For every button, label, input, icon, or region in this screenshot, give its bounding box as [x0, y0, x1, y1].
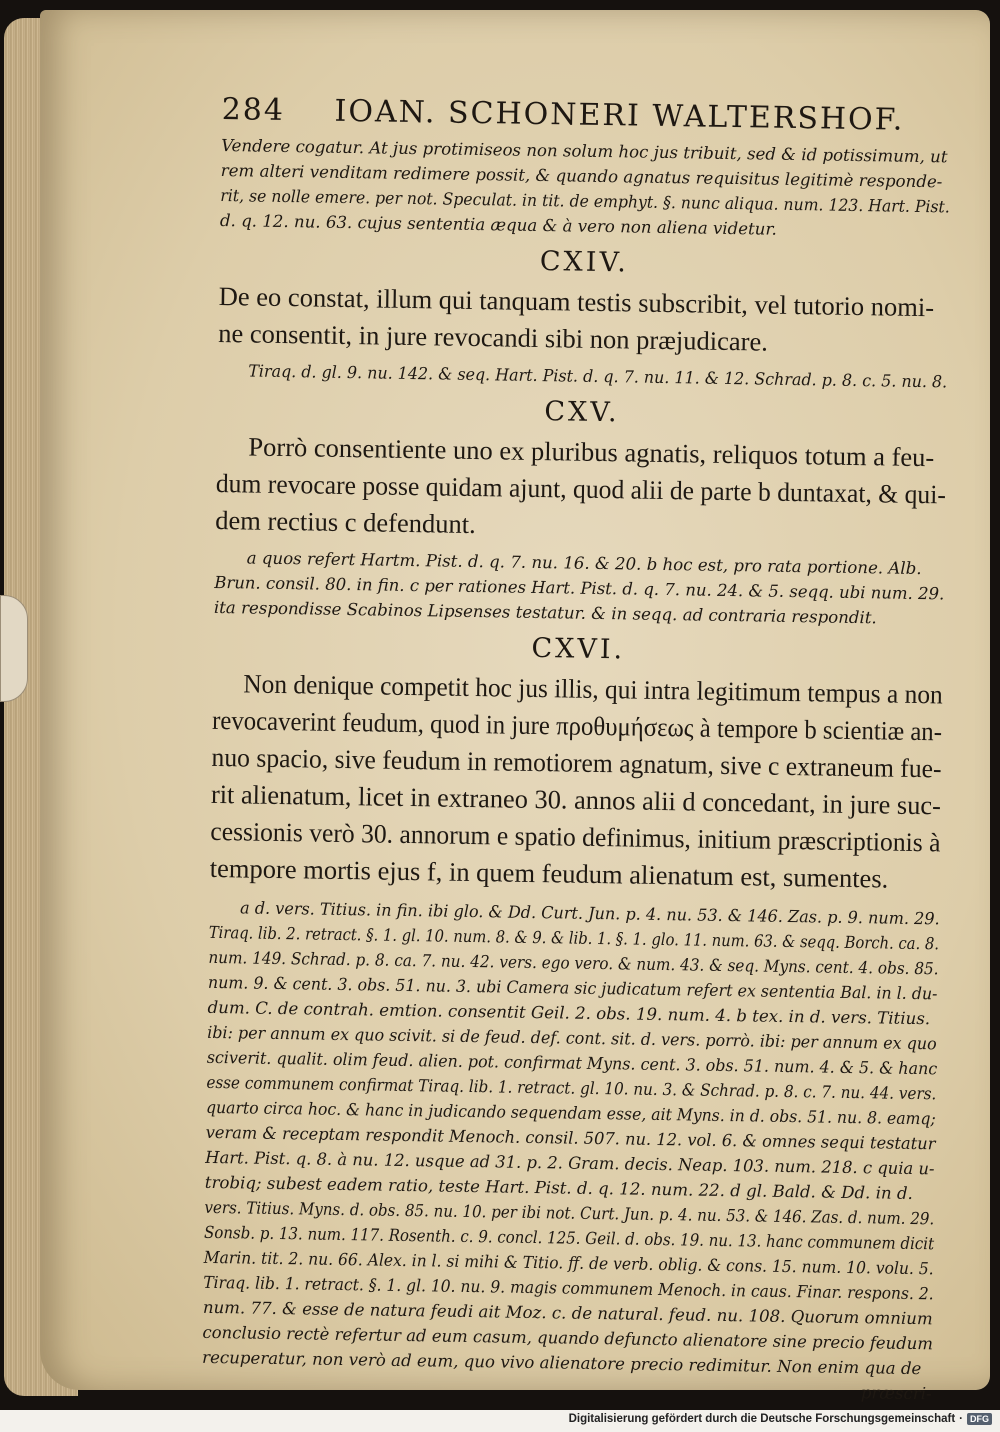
- note-line: Tiraq. d. gl. 9. nu. 142. & seq. Hart. Pist. d. q. 7. nu. 11. & 12. Schrad. p. 8. c. 5. nu. 8.: [248, 361, 948, 392]
- note-line: Tiraq. lib. 2. retract. §. 1. gl. 10. num. 8. & 9. & lib. 1. §. 1. glo. 11. num. 63. & seqq. Borch. ca. 8.: [208, 922, 940, 954]
- note-line: Brun. consil. 80. in fin. c per rationes Hart. Pist. d. q. 7. nu. 24. & 5. seqq. ubi num. 29.: [214, 572, 945, 604]
- note-line: Hart. Pist. q. 8. à nu. 12. usque ad 31. p. 2. Gram. decis. Neap. 103. num. 218. c quia u-: [205, 1147, 935, 1179]
- note-line: veram & receptam respondit Menoch. consil. 507. nu. 12. vol. 6. & omnes sequi testatur: [205, 1122, 936, 1154]
- note-line: esse communem confirmat Tiraq. lib. 1. retract. gl. 10. nu. 3. & Schrad. p. 8. c. 7. nu. 44. vers.: [206, 1072, 937, 1104]
- separator-dot: ·: [959, 1413, 963, 1425]
- note-line: Vendere cogatur. At jus protimiseos non solum hoc jus tribuit, sed & id potissimum, ut: [221, 135, 948, 167]
- body-line: Porrò consentiente uno ex pluribus agnatis, reliquos totum a feu-: [248, 431, 935, 473]
- body-line: dum revocare posse quidam ajunt, quod alii de parte b duntaxat, & qui-: [215, 467, 947, 510]
- note-line: num. 149. Schrad. p. 8. ca. 7. nu. 42. vers. ego vero. & num. 43. & seq. Myns. cent. 4. obs. 85.: [208, 947, 939, 979]
- section-heading: CXIV.: [539, 246, 630, 279]
- section-heading: CXVI.: [531, 632, 626, 666]
- note-line: trobiq; subest eadem ratio, teste Hart. Pist. d. q. 12. num. 22. d gl. Bald. & Dd. in d.: [204, 1172, 913, 1203]
- note-line: Sonsb. p. 13. num. 117. Rosenth. c. 9. concl. 125. Geil. d. obs. 19. nu. 13. hanc communem dicit: [203, 1222, 935, 1254]
- body-line: dem rectius c defendunt.: [215, 504, 476, 540]
- catchword: præscri-: [860, 1383, 932, 1404]
- note-line: rem alteri venditam redimere possit, & quando agnatus requisitus legitimè responde-: [220, 160, 943, 192]
- note-line: a d. vers. Titius. in fin. ibi glo. & Dd. Curt. Jun. p. 4. nu. 53. & 146. Zas. p. 9. num. 29.: [239, 898, 940, 929]
- note-line: recuperatur, non verò ad eum, quo vivo alienatore precio redimitur. Non enim qua de: [201, 1347, 922, 1379]
- note-line: num. 77. & esse de natura feudi ait Moz. c. de natural. feud. nu. 108. Quorum omnium: [202, 1297, 933, 1329]
- body-line: nuo spacio, sive feudum in remotiorem agnatum, sive c extraneum fue-: [211, 741, 942, 784]
- body-line: rit alienatum, licet in extraneo 30. annos alii d concedant, in jure suc-: [210, 778, 942, 821]
- note-line: rit, se nolle emere. per not. Speculat. in tit. de emphyt. §. nunc aliqua. num. 123. Hart. Pist.: [220, 185, 950, 217]
- body-line: tempore mortis ejus f, in quem feudum alienatum est, sumentes.: [209, 852, 889, 894]
- note-line: conclusio rectè refertur ad eum casum, quando defuncto alienatore sine precio feudum: [202, 1322, 934, 1354]
- note-line: ita respondisse Scabinos Lipsenses testatur. & in seqq. ad contraria respondit.: [213, 597, 877, 628]
- section-notes: [202, 895, 940, 1406]
- body-line: De eo constat, illum qui tanquam testis subscribit, vel tutorio nomi-: [218, 280, 935, 323]
- note-line: sciverit. qualit. olim feud. alien. pot. confirmat Myns. cent. 3. obs. 51. num. 4. & 5. & hanc: [206, 1047, 938, 1079]
- section-heading: CXV.: [544, 396, 620, 429]
- note-line: Tiraq. lib. 1. retract. §. 1. gl. 10. nu. 9. magis communem Menoch. in caus. Finar. respons. 2.: [203, 1272, 934, 1304]
- note-line: ibi: per annum ex quo scivit. si de feud. def. cont. sit. d. vers. porrò. ibi: per annum ex quo: [207, 1022, 937, 1054]
- body-line: revocaverint feudum, quod in jure προθυμήσεως à tempore b scientiæ an-: [211, 704, 943, 747]
- body-line: Non denique competit hoc jus illis, qui intra legitimum tempus a non: [243, 668, 943, 710]
- dfg-logo: DFG: [967, 1413, 992, 1425]
- note-line: quarto circa hoc. & hanc in judicando sequendam esse, ait Myns. in d. obs. 51. nu. 8. eamq;: [205, 1097, 936, 1129]
- opening-notes: [220, 133, 951, 244]
- page-text: [202, 92, 952, 1406]
- note-line: d. q. 12. nu. 63. cujus sententia æqua & à vero non aliena videtur.: [219, 210, 777, 239]
- running-title: IOAN. SCHONERI WALTERSHOF.: [334, 93, 905, 138]
- note-line: vers. Titius. Myns. d. obs. 85. nu. 10. per ibi not. Curt. Jun. p. 4. nu. 53. & 146. Zas. d. num. 29.: [204, 1197, 935, 1229]
- funding-text: Digitalisierung gefördert durch die Deutsche Forschungsgemeinschaft: [568, 1413, 956, 1425]
- funding-footer: [569, 1413, 992, 1425]
- note-line: dum. C. de contrah. emtion. consentit Geil. 2. obs. 19. num. 4. b tex. in d. vers. Titius.: [207, 997, 931, 1029]
- page-clip: [0, 595, 28, 702]
- body-line: ne consentit, in jure revocandi sibi non præjudicare.: [217, 317, 769, 357]
- note-line: num. 9. & cent. 3. obs. 51. nu. 3. ubi Camera sic judicatum refert ex sententia Bal. in l. du-: [207, 972, 938, 1004]
- note-line: a quos refert Hartm. Pist. d. q. 7. nu. 16. & 20. b hoc est, pro rata portione. Alb.: [246, 548, 922, 579]
- body-line: cessionis verò 30. annorum e spatio definimus, initium præscriptionis à: [210, 815, 941, 858]
- page-number: 284: [221, 92, 286, 128]
- note-line: Marin. tit. 2. nu. 66. Alex. in l. si mihi & Titio. ff. de verb. oblig. & cons. 15. num. 10. volu. 5.: [203, 1247, 934, 1279]
